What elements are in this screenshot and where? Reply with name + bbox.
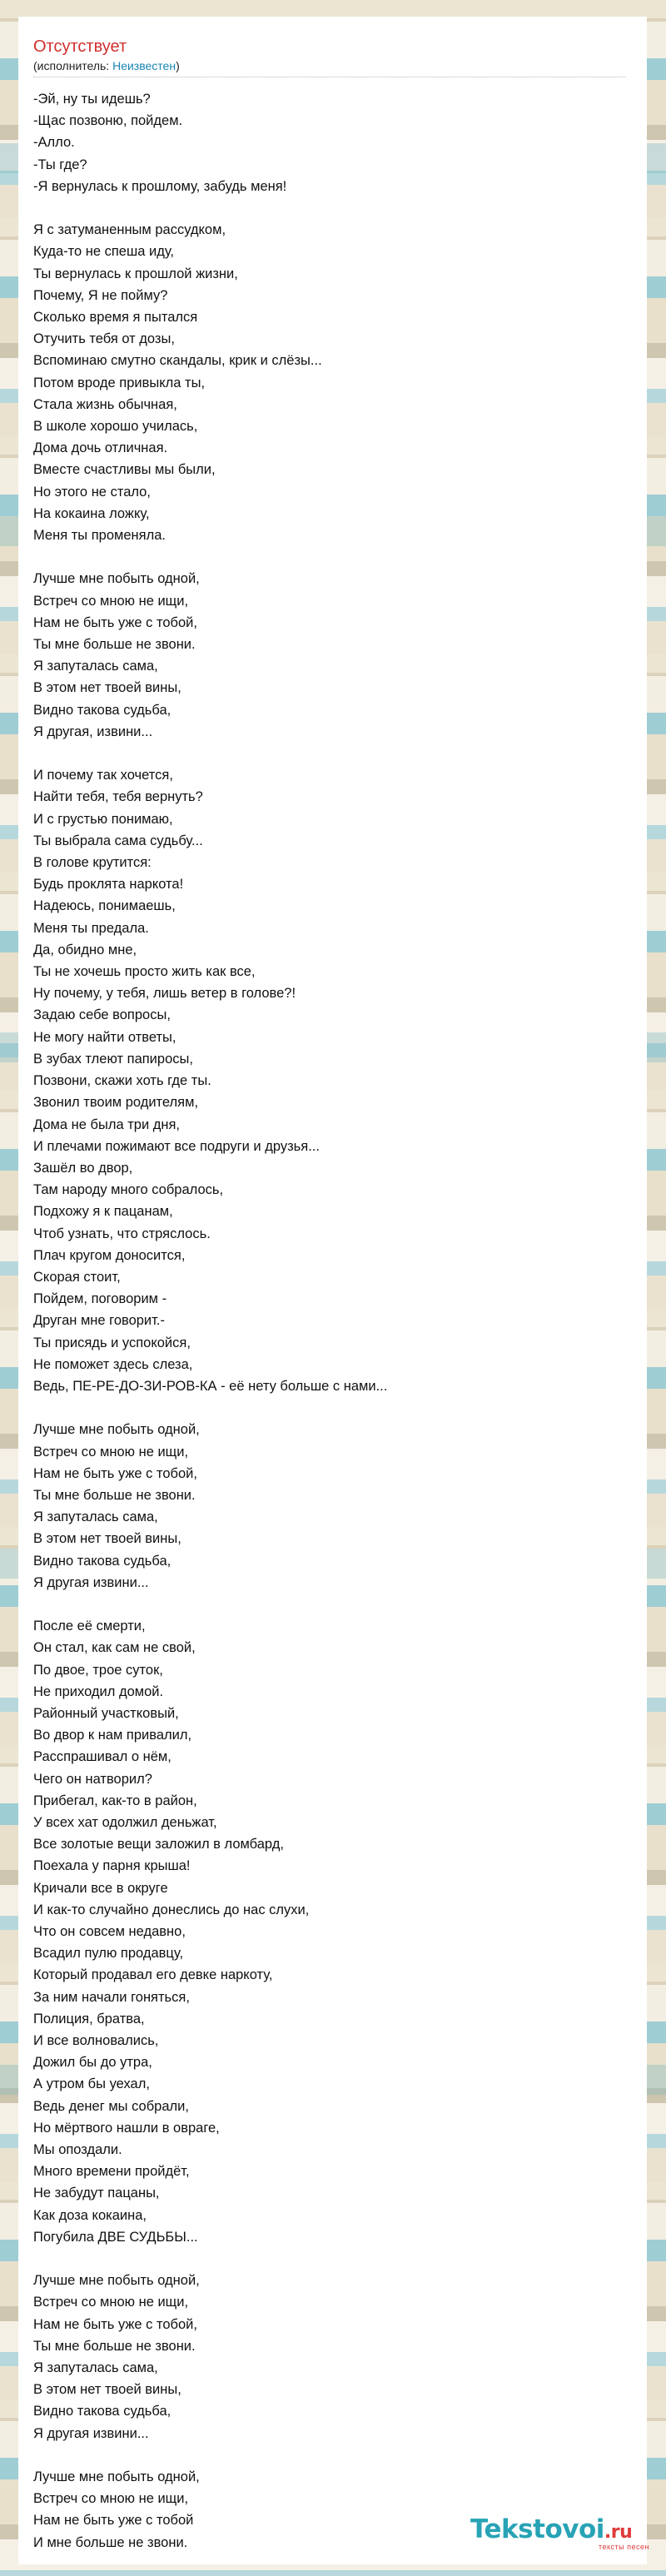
lyric-line: Стала жизнь обычная, bbox=[33, 396, 177, 412]
lyric-line: В этом нет твоей вины, bbox=[33, 680, 181, 696]
lyric-line: -Я вернулась к прошлому, забудь меня! bbox=[33, 178, 287, 194]
artist-link[interactable]: Неизвестен bbox=[112, 59, 176, 72]
lyric-line: Дома дочь отличная. bbox=[33, 440, 168, 456]
lyric-line: Друган мне говорит.- bbox=[33, 1313, 165, 1329]
lyric-line: Ты присядь и успокойся, bbox=[33, 1335, 191, 1350]
lyric-line: Чего он натворил? bbox=[33, 1771, 152, 1787]
lyric-line: Ведь, ПЕ-РЕ-ДО-ЗИ-РОВ-КА - её нету больше с нами... bbox=[33, 1378, 388, 1394]
lyric-line: В зубах тлеют папиросы, bbox=[33, 1051, 193, 1067]
lyric-line: Поехала у парня крыша! bbox=[33, 1858, 191, 1874]
lyric-line: Ты вернулась к прошлой жизни, bbox=[33, 266, 238, 281]
lyric-line: Дома не была три дня, bbox=[33, 1116, 181, 1132]
lyric-line: -Щас позвоню, пойдем. bbox=[33, 113, 183, 129]
lyric-line: И все волновались, bbox=[33, 2033, 159, 2048]
lyric-line: Скорая стоит, bbox=[33, 1269, 121, 1285]
lyric-line: Ты не хочешь просто жить как все, bbox=[33, 964, 256, 980]
lyric-line: Расспрашивал о нём, bbox=[33, 1749, 171, 1765]
lyric-line: Не могу найти ответы, bbox=[33, 1029, 176, 1045]
lyric-line: Потом вроде привыкла ты, bbox=[33, 375, 206, 390]
lyric-line: Мы опоздали. bbox=[33, 2142, 122, 2158]
lyric-line: Как доза кокаина, bbox=[33, 2207, 147, 2223]
lyric-line: Зашёл во двор, bbox=[33, 1160, 133, 1176]
lyric-line: Я запуталась сама, bbox=[33, 1509, 158, 1525]
lyric-line: Что он совсем недавно, bbox=[33, 1923, 186, 1939]
lyric-line: Не поможет здесь слеза, bbox=[33, 1356, 193, 1372]
lyric-line: Лучше мне побыть одной, bbox=[33, 2469, 200, 2485]
lyric-line: Встреч со мною не ищи, bbox=[33, 2295, 189, 2310]
lyric-blank-line bbox=[33, 2444, 633, 2466]
lyric-line: В школе хорошо училась, bbox=[33, 419, 198, 435]
lyric-line: У всех хат одолжил деньжат, bbox=[33, 1814, 217, 1830]
lyrics-text bbox=[33, 88, 633, 2554]
lyric-line: На кокаина ложку, bbox=[33, 505, 150, 521]
lyric-blank-line bbox=[33, 1397, 633, 1419]
lyric-line: Да, обидно мне, bbox=[33, 942, 137, 957]
lyric-line: Я другая, извини... bbox=[33, 724, 153, 739]
lyric-blank-line bbox=[33, 197, 633, 219]
lyric-line: Меня ты променяла. bbox=[33, 528, 166, 544]
song-header bbox=[33, 37, 633, 77]
lyric-line: Полиция, братва, bbox=[33, 2011, 145, 2026]
lyric-line: Чтоб узнать, что стряслось. bbox=[33, 1226, 211, 1241]
lyric-line: Будь проклята наркота! bbox=[33, 877, 184, 893]
lyric-line: Надеюсь, понимаешь, bbox=[33, 898, 176, 914]
lyric-line: Куда-то не спеша иду, bbox=[33, 244, 175, 260]
lyric-line: Ну почему, у тебя, лишь ветер в голове?! bbox=[33, 986, 296, 1002]
lyric-line: Позвони, скажи хоть где ты. bbox=[33, 1073, 211, 1089]
lyric-line: Нам не быть уже с тобой, bbox=[33, 1465, 197, 1481]
lyric-line: За ним начали гоняться, bbox=[33, 1989, 190, 2005]
lyric-line: Нам не быть уже с тобой bbox=[33, 2513, 194, 2529]
song-title: Отсутствует bbox=[33, 37, 127, 56]
lyric-line: А утром бы уехал, bbox=[33, 2076, 150, 2092]
lyric-line: Не забудут пацаны, bbox=[33, 2186, 160, 2201]
lyric-line: -Эй, ну ты идешь? bbox=[33, 92, 151, 107]
lyric-line: Встреч со мною не ищи, bbox=[33, 593, 189, 609]
lyric-line: Но мёртвого нашли в овраге, bbox=[33, 2120, 220, 2136]
lyric-line: Я запуталась сама, bbox=[33, 659, 158, 674]
lyric-line: Прибегал, как-то в район, bbox=[33, 1793, 197, 1808]
lyric-line: Подхожу я к пацанам, bbox=[33, 1204, 173, 1220]
lyric-line: Сколько время я пытался bbox=[33, 310, 198, 326]
lyric-blank-line bbox=[33, 743, 633, 764]
lyric-line: Ты выбрала сама судьбу... bbox=[33, 833, 203, 848]
lyric-line: Там народу много собралось, bbox=[33, 1182, 224, 1198]
lyric-line: В этом нет твоей вины, bbox=[33, 2382, 181, 2398]
lyric-line: Отучить тебя от дозы, bbox=[33, 331, 175, 347]
lyric-line: Много времени пройдёт, bbox=[33, 2164, 190, 2180]
lyric-line: Я другая извини... bbox=[33, 1574, 149, 1590]
lyric-line: Дожил бы до утра, bbox=[33, 2055, 152, 2071]
lyric-line: Районный участковый, bbox=[33, 1705, 179, 1721]
lyric-line: Лучше мне побыть одной, bbox=[33, 1422, 200, 1438]
lyric-line: Вспоминаю смутно скандалы, крик и слёзы... bbox=[33, 353, 322, 369]
lyric-line: Не приходил домой. bbox=[33, 1683, 164, 1699]
lyric-blank-line bbox=[33, 2248, 633, 2270]
lyric-line: Звонил твоим родителям, bbox=[33, 1095, 199, 1111]
lyric-line: Встреч со мною не ищи, bbox=[33, 2491, 189, 2507]
lyric-line: Погубила ДВЕ СУДЬБЫ... bbox=[33, 2229, 198, 2245]
lyric-line: Почему, Я не пойму? bbox=[33, 287, 168, 303]
lyric-line: Все золотые вещи заложил в ломбард, bbox=[33, 1837, 284, 1852]
artist-prefix: (исполнитель: bbox=[33, 59, 113, 72]
lyric-line: Я с затуманенным рассудком, bbox=[33, 222, 226, 238]
lyric-line: Нам не быть уже с тобой, bbox=[33, 614, 197, 630]
logo-tld: .ru bbox=[604, 2522, 633, 2543]
lyric-line: После её смерти, bbox=[33, 1619, 146, 1634]
lyric-line: Плач кругом доносится, bbox=[33, 1247, 186, 1263]
lyric-line: Но этого не стало, bbox=[33, 484, 151, 500]
lyrics-panel bbox=[18, 17, 647, 2564]
lyric-blank-line bbox=[33, 1594, 633, 1615]
logo-name: Tekstovoi bbox=[470, 2514, 604, 2544]
lyric-line: -Ты где? bbox=[33, 157, 87, 172]
lyric-line: Всадил пулю продавцу, bbox=[33, 1946, 184, 1962]
lyric-line: Ты мне больше не звони. bbox=[33, 637, 196, 653]
artist-suffix: ) bbox=[176, 59, 180, 72]
lyric-line: Который продавал его девке наркоту, bbox=[33, 1967, 273, 1983]
lyric-line: И почему так хочется, bbox=[33, 768, 173, 783]
lyric-line: Видно такова судьба, bbox=[33, 1553, 171, 1569]
lyric-line: И мне больше не звони. bbox=[33, 2534, 188, 2550]
lyric-line: И с грустью понимаю, bbox=[33, 811, 173, 827]
lyric-line: Он стал, как сам не свой, bbox=[33, 1640, 196, 1656]
site-logo[interactable] bbox=[470, 2514, 649, 2564]
lyric-line: Я другая извини... bbox=[33, 2425, 149, 2441]
artist-line bbox=[33, 58, 626, 77]
lyric-line: И плечами пожимают все подруги и друзья... bbox=[33, 1138, 320, 1154]
lyric-line: Видно такова судьба, bbox=[33, 2404, 171, 2419]
lyric-line: Встреч со мною не ищи, bbox=[33, 1444, 189, 1460]
lyric-line: Пойдем, поговорим - bbox=[33, 1291, 167, 1307]
lyric-line: В голове крутится: bbox=[33, 855, 152, 871]
lyric-line: По двое, трое суток, bbox=[33, 1662, 163, 1678]
lyric-line: Лучше мне побыть одной, bbox=[33, 571, 200, 587]
lyric-line: Во двор к нам привалил, bbox=[33, 1728, 192, 1743]
lyric-line: -Алло. bbox=[33, 135, 75, 151]
logo-tagline: тексты песен bbox=[598, 2543, 649, 2551]
lyric-blank-line bbox=[33, 546, 633, 568]
lyric-line: Меня ты предала. bbox=[33, 920, 149, 936]
lyric-line: Найти тебя, тебя вернуть? bbox=[33, 789, 203, 805]
lyric-line: Ты мне больше не звони. bbox=[33, 1487, 196, 1503]
lyric-line: Ведь денег мы собрали, bbox=[33, 2098, 189, 2114]
lyric-line: Ты мне больше не звони. bbox=[33, 2338, 196, 2354]
lyric-line: Вместе счастливы мы были, bbox=[33, 462, 216, 478]
lyric-line: Нам не быть уже с тобой, bbox=[33, 2316, 197, 2332]
lyric-line: Задаю себе вопросы, bbox=[33, 1007, 171, 1023]
lyric-line: Видно такова судьба, bbox=[33, 702, 171, 718]
lyric-line: Кричали все в округе bbox=[33, 1880, 168, 1896]
lyric-line: Лучше мне побыть одной, bbox=[33, 2273, 200, 2289]
lyric-line: В этом нет твоей вины, bbox=[33, 1531, 181, 1547]
lyric-line: Я запуталась сама, bbox=[33, 2360, 158, 2376]
lyric-line: И как-то случайно донеслись до нас слухи, bbox=[33, 1902, 310, 1917]
